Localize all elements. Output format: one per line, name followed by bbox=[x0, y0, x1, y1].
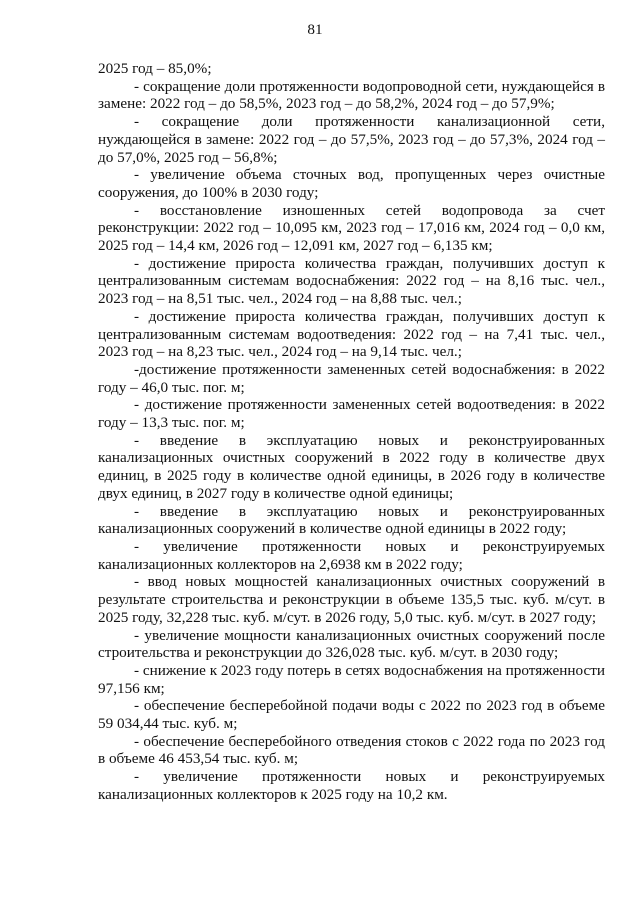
paragraph: - ввод новых мощностей канализационных очистных сооружений в результате строительства и реконструкции в объеме 135,5 тыс. куб. м/сут. в 2025 году, 32,228 тыс. куб. м/сут. в 2026 году, 5,0 тыс. куб. м/сут. в 2027 году; bbox=[98, 573, 605, 626]
paragraph: - увеличение мощности канализационных очистных сооружений после строительства и реконструкции до 326,028 тыс. куб. м/сут. в 2030 году; bbox=[98, 626, 605, 662]
paragraph: - введение в эксплуатацию новых и реконструированных канализационных очистных сооружений в 2022 году в количестве двух единиц, в 2025 году в количестве одной единицы, в 2026 году в количестве двух единиц, в 2027 году в количестве одной единицы; bbox=[98, 431, 605, 502]
paragraph: - увеличение объема сточных вод, пропущенных через очистные сооружения, до 100% в 2030 году; bbox=[98, 166, 605, 201]
document-body bbox=[98, 60, 605, 804]
paragraph: - достижение протяженности замененных сетей водоотведения: в 2022 году – 13,3 тыс. пог. м; bbox=[98, 396, 605, 432]
paragraph: - достижение прироста количества граждан, получивших доступ к централизованным системам водоснабжения: 2022 год – на 8,16 тыс. чел., 2023 год – на 8,51 тыс. чел., 2024 год – на 8,88 тыс. чел.; bbox=[98, 254, 605, 308]
paragraph: - восстановление изношенных сетей водопровода за счет реконструкции: 2022 год – 10,095 км, 2023 год – 17,016 км, 2024 год – 0,0 км, 2025 год – 14,4 км, 2026 год – 12,091 км, 2027 год – 6,135 км; bbox=[98, 201, 605, 255]
paragraph: - достижение прироста количества граждан, получивших доступ к централизованным системам водоотведения: 2022 год – на 7,41 тыс. чел., 2023 год – на 8,23 тыс. чел., 2024 год – на 9,14 тыс. чел.; bbox=[98, 307, 605, 361]
paragraph: - увеличение протяженности новых и реконструируемых канализационных коллекторов к 2025 году на 10,2 км. bbox=[98, 768, 605, 803]
paragraph: 2025 год – 85,0%; bbox=[98, 60, 212, 77]
paragraph: - обеспечение бесперебойной подачи воды с 2022 по 2023 год в объеме 59 034,44 тыс. куб. м; bbox=[98, 697, 605, 733]
paragraph: -достижение протяженности замененных сетей водоснабжения: в 2022 году – 46,0 тыс. пог. м; bbox=[98, 360, 605, 396]
paragraph: - введение в эксплуатацию новых и реконструированных канализационных сооружений в количестве одной единицы в 2022 году; bbox=[98, 502, 605, 538]
paragraph: - сокращение доли протяженности водопроводной сети, нуждающейся в замене: 2022 год – до 58,5%, 2023 год – до 58,2%, 2024 год – до 57,9%; bbox=[98, 77, 605, 113]
paragraph: - увеличение протяженности новых и реконструируемых канализационных коллекторов на 2,6938 км в 2022 году; bbox=[98, 537, 605, 573]
paragraph: - снижение к 2023 году потерь в сетях водоснабжения на протяженности 97,156 км; bbox=[98, 661, 605, 697]
page-number: 81 bbox=[307, 21, 323, 38]
paragraph: - обеспечение бесперебойного отведения стоков с 2022 года по 2023 год в объеме 46 453,54 тыс. куб. м; bbox=[98, 732, 605, 768]
paragraph: - сокращение доли протяженности канализационной сети, нуждающейся в замене: 2022 год – до 57,5%, 2023 год – до 57,3%, 2024 год – до 57,0%, 2025 год – 56,8%; bbox=[98, 113, 605, 166]
